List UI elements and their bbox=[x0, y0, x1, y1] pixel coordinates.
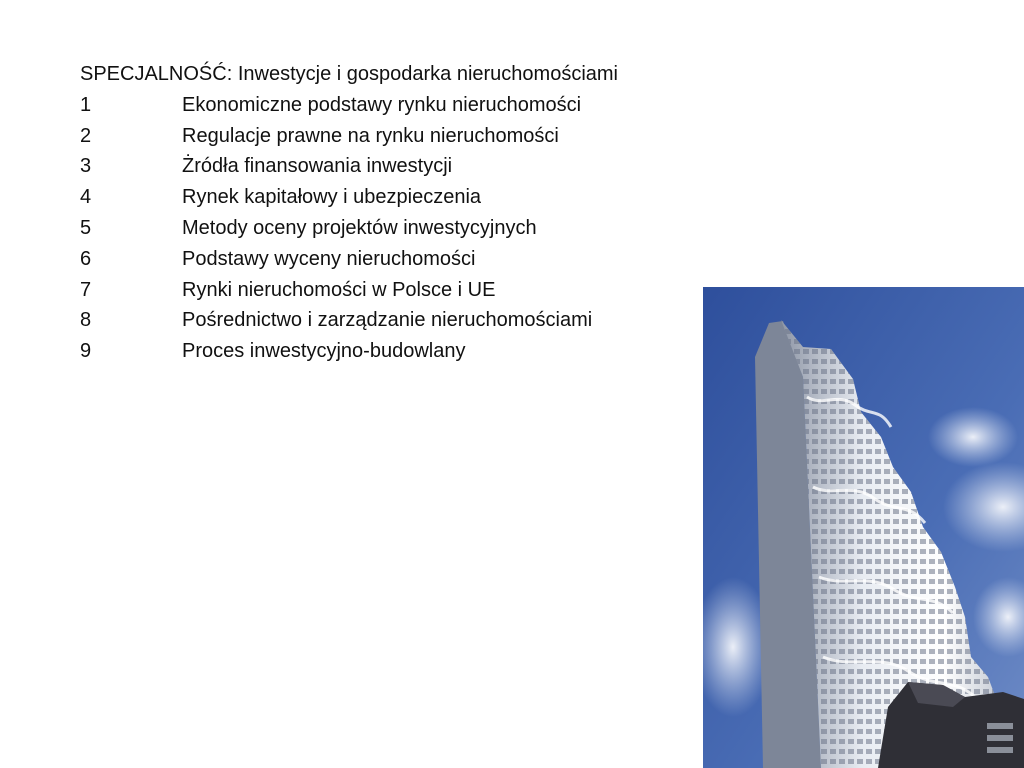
foreground-window bbox=[987, 735, 1013, 741]
item-label: Regulacje prawne na rynku nieruchomości bbox=[182, 124, 559, 147]
item-number: 1 bbox=[80, 93, 92, 116]
item-label: Żródła finansowania inwestycji bbox=[182, 155, 453, 178]
list-item bbox=[80, 121, 700, 152]
list-item bbox=[80, 305, 700, 336]
cloud bbox=[928, 407, 1018, 467]
list-item bbox=[80, 275, 700, 306]
list-item bbox=[80, 336, 700, 367]
item-label: Podstawy wyceny nieruchomości bbox=[182, 247, 476, 270]
subject-list bbox=[80, 90, 700, 367]
item-number: 2 bbox=[80, 124, 92, 147]
item-label: Proces inwestycyjno-budowlany bbox=[182, 340, 466, 363]
slide-title: SPECJALNOŚĆ: Inwestycje i gospodarka nieruchomościami bbox=[80, 63, 618, 85]
item-number: 8 bbox=[80, 309, 92, 332]
item-label: Metody oceny projektów inwestycyjnych bbox=[182, 216, 537, 239]
skyscraper-photo bbox=[703, 287, 1024, 768]
item-label: Rynek kapitałowy i ubezpieczenia bbox=[182, 186, 482, 209]
skyscraper-illustration bbox=[703, 287, 1024, 768]
item-number: 3 bbox=[80, 155, 92, 178]
list-item bbox=[80, 90, 700, 121]
item-number: 6 bbox=[80, 247, 92, 270]
item-label: Pośrednictwo i zarządzanie nieruchomościami bbox=[182, 309, 593, 332]
item-label: Ekonomiczne podstawy rynku nieruchomości bbox=[182, 93, 582, 116]
item-number: 4 bbox=[80, 186, 92, 209]
list-item bbox=[80, 213, 700, 244]
item-number: 7 bbox=[80, 278, 92, 301]
item-label: Rynki nieruchomości w Polsce i UE bbox=[182, 278, 496, 301]
item-number: 9 bbox=[80, 340, 92, 363]
item-number: 5 bbox=[80, 216, 92, 239]
list-item bbox=[80, 244, 700, 275]
list-item bbox=[80, 151, 700, 182]
foreground-window bbox=[987, 747, 1013, 753]
list-item bbox=[80, 182, 700, 213]
foreground-window bbox=[987, 723, 1013, 729]
text-block bbox=[80, 59, 700, 367]
